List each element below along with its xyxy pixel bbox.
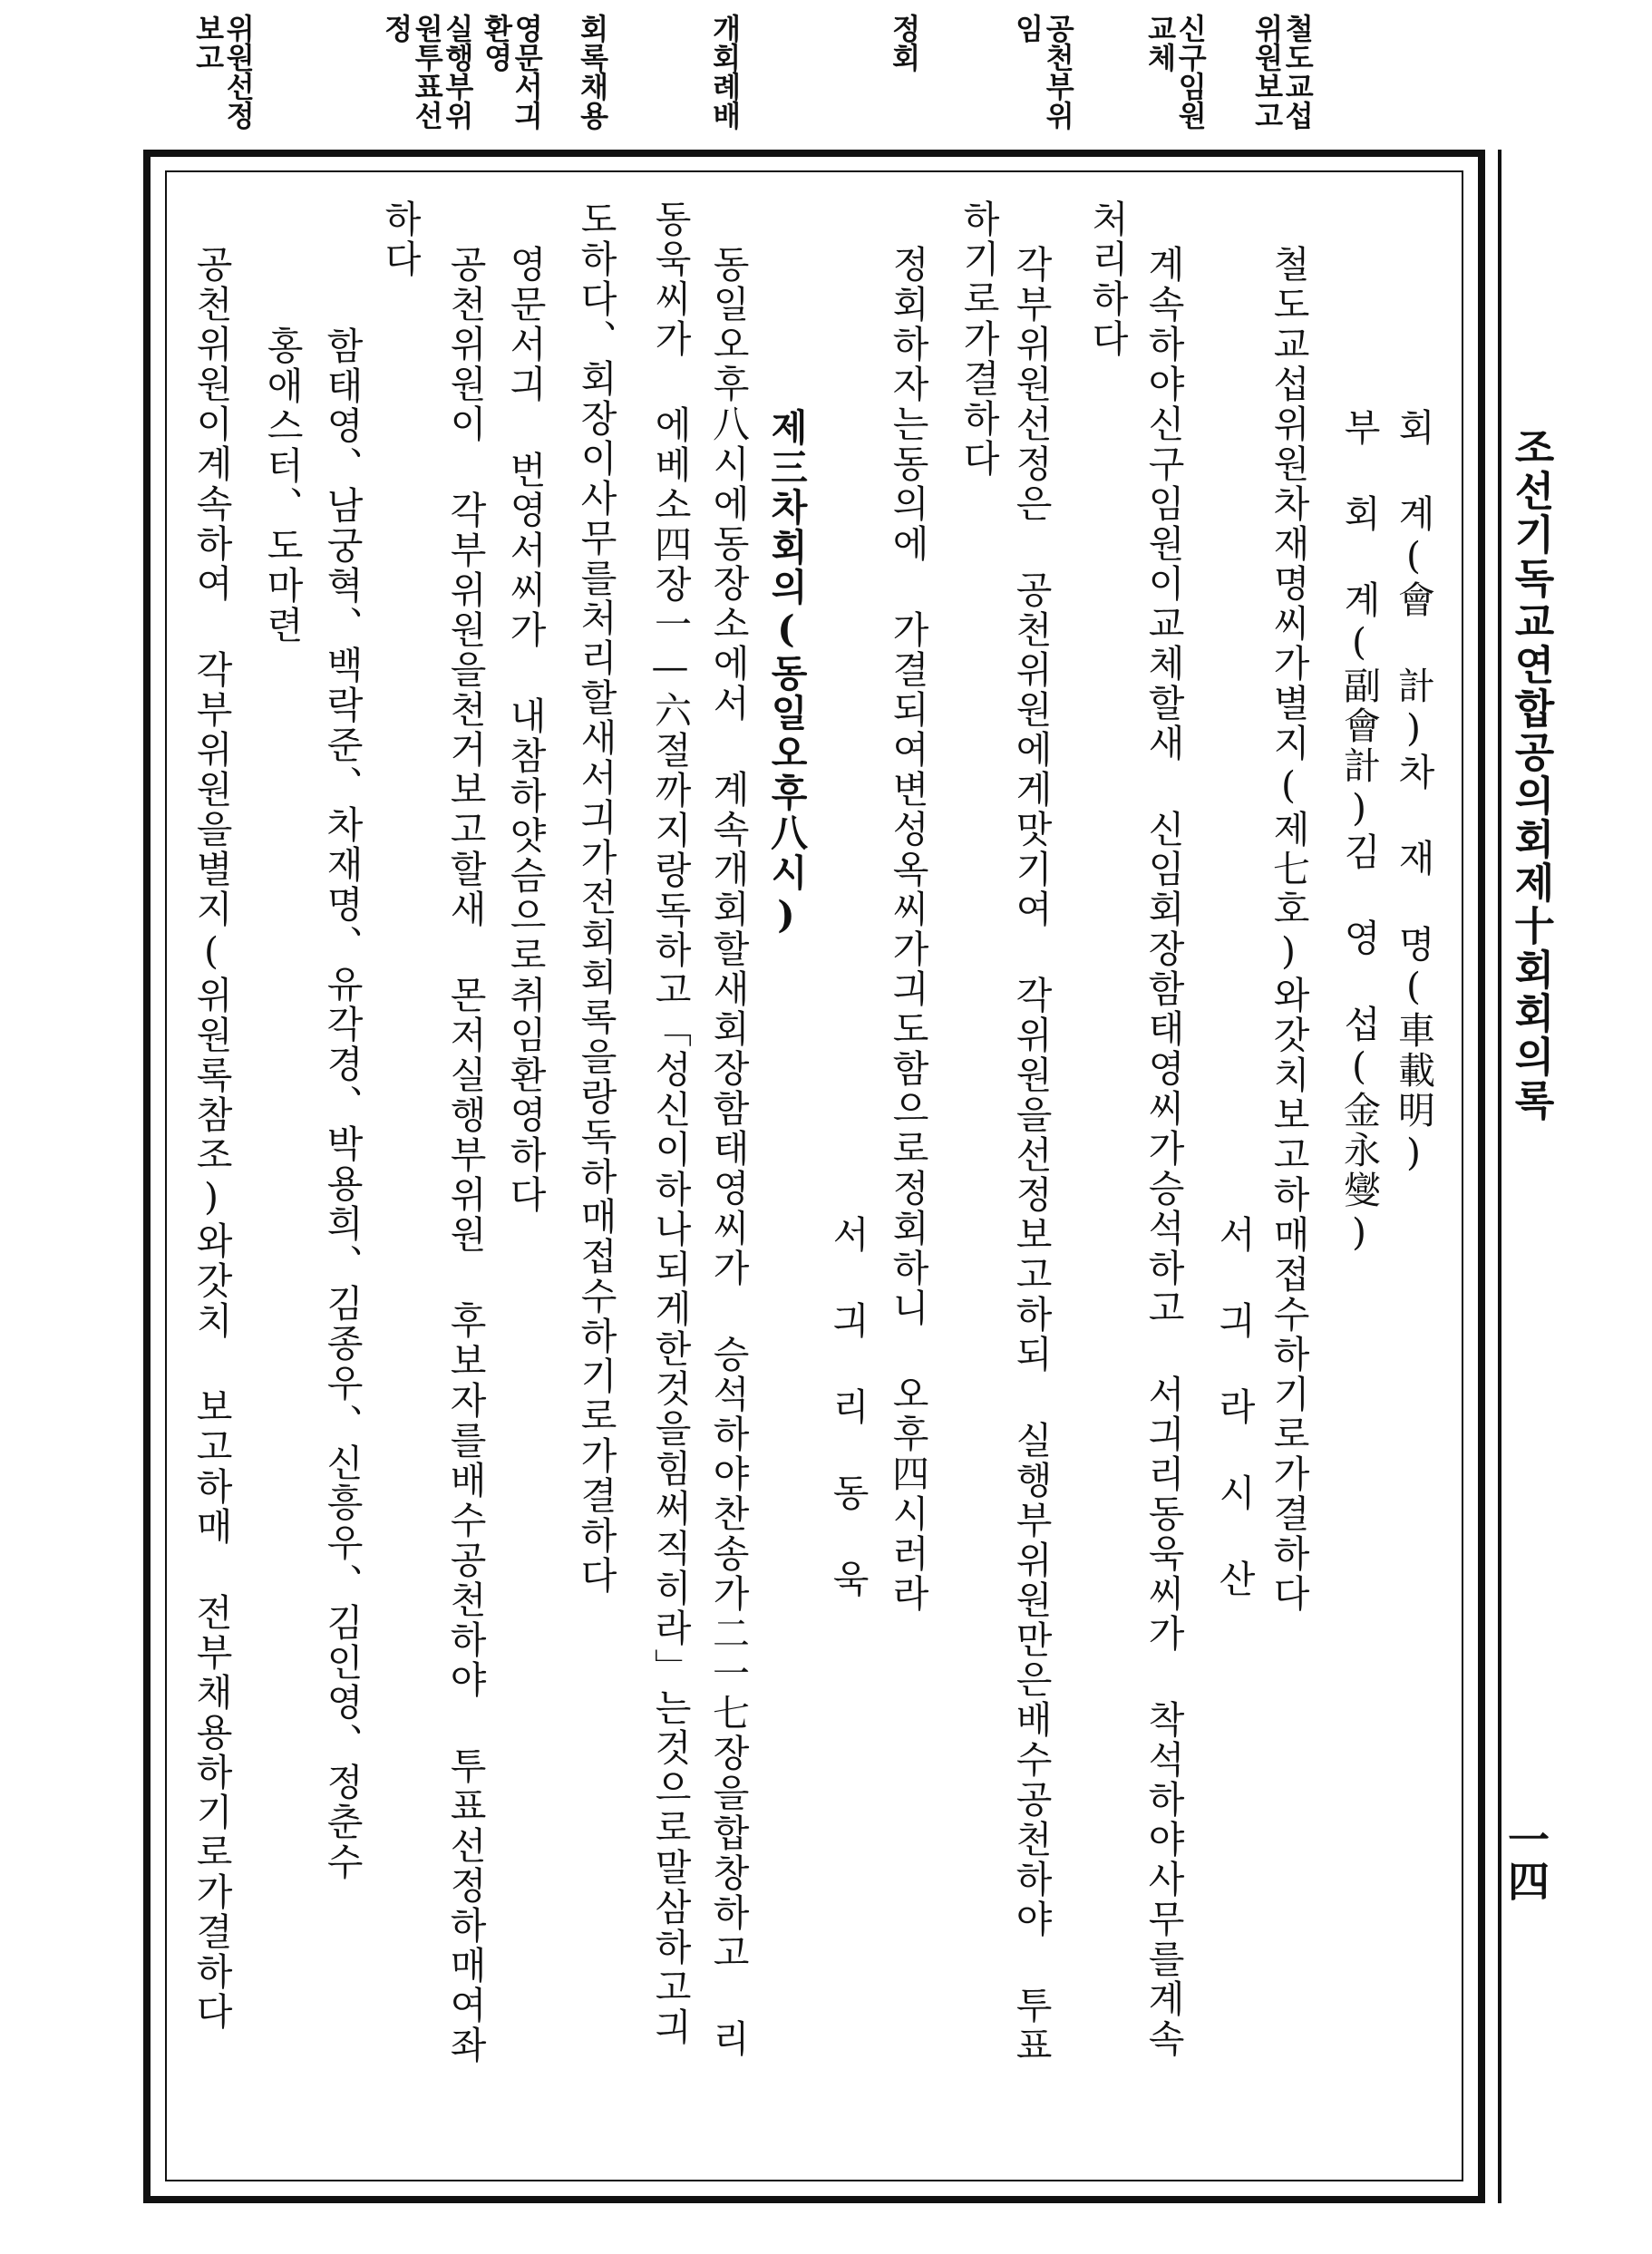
body-line: 서 긔 리 동 욱 <box>826 1215 870 1599</box>
body-line: 홍애스터、도마련 <box>260 326 304 646</box>
margin-note-nominate: 공천부위 임 <box>1010 14 1076 130</box>
margin-note-officers: 신구임원 교체 <box>1142 14 1209 130</box>
body-line: 처리하다 <box>1085 199 1129 359</box>
session-heading: 제三차회의(동일오후八시) <box>764 408 808 939</box>
body-line: 각부위원선정은 공천위원에게맛기여 각위원을선정보고하되 실행부위원만은배수공천하야 투표 <box>1009 245 1053 2065</box>
running-title: 조선기독교연합공의회제十회회의록 <box>1507 426 1555 1122</box>
body-line: 하기로가결하다 <box>957 199 1000 479</box>
body-line: 계속하야신구임원이교체할새 신임회장함태영씨가승석하고 서긔리동욱씨가 착석하야사무를계속 <box>1142 245 1185 2059</box>
body-line: 영문서긔 번영서씨가 내참하얏슴으로취임환영하다 <box>503 245 547 1215</box>
body-line: 함태영、남궁혁、백락준、차재명、유각경、박용희、김종우、신흥우、김인영、정춘수 <box>320 326 364 1882</box>
body-line: 회 계(會 計)차 재 명(車載明) <box>1392 408 1435 1177</box>
body-line: 공천위원이 각부위원을천거보고할새 몬저실행부위원 후보자를배수공천하야 투표선정하매여좌 <box>443 245 487 2065</box>
margin-note-minutes: 회록채용 <box>575 14 610 130</box>
body-line: 도하다、회장이사무를처리할새서긔가전회회록을랑독하매접수하기로가결하다 <box>574 199 617 1596</box>
margin-note-committee: 위원선정 보고 <box>190 14 257 130</box>
page-number: 一四 <box>1501 1818 1550 1901</box>
body-line: 하다 <box>378 199 422 279</box>
margin-note-welcome: 영문서긔 환영 <box>479 14 545 130</box>
margin-note-railway: 철도교섭 위원보고 <box>1249 14 1316 130</box>
body-line: 동일오후八시에동장소에서 계속개회할새회장함태영씨가 승석하야찬송가二一七장을합창하고 리 <box>706 245 750 2059</box>
body-line: 서 긔 라 시 산 <box>1212 1215 1256 1599</box>
body-line: 동욱씨가 에베소四장一—六절까지랑독하고「성신이하나되게한것을힘써직히라」는것으로말삼하고긔 <box>648 199 692 2047</box>
margin-note-exec: 실행부위 원투표선 정 <box>379 14 475 130</box>
body-line: 철도교섭위원차재명씨가별지(제七호)와갓치보고하매접수하기로가결하다 <box>1267 245 1310 1614</box>
margin-note-opening: 개회례배 <box>707 14 743 130</box>
body-line: 정회하자는동의에 가결되여변성옥씨가긔도함으로정회하니 오후四시러라 <box>886 245 929 1614</box>
body-line: 부 회 계(副會計)김 영 섭(金永燮) <box>1337 408 1381 1257</box>
margin-note-adjourn: 정회 <box>887 14 922 72</box>
body-line: 공천위원이계속하여 각부위원을별지(위원록참조)와갓치 보고하매 전부채용하기로가결하다 <box>189 245 233 2032</box>
